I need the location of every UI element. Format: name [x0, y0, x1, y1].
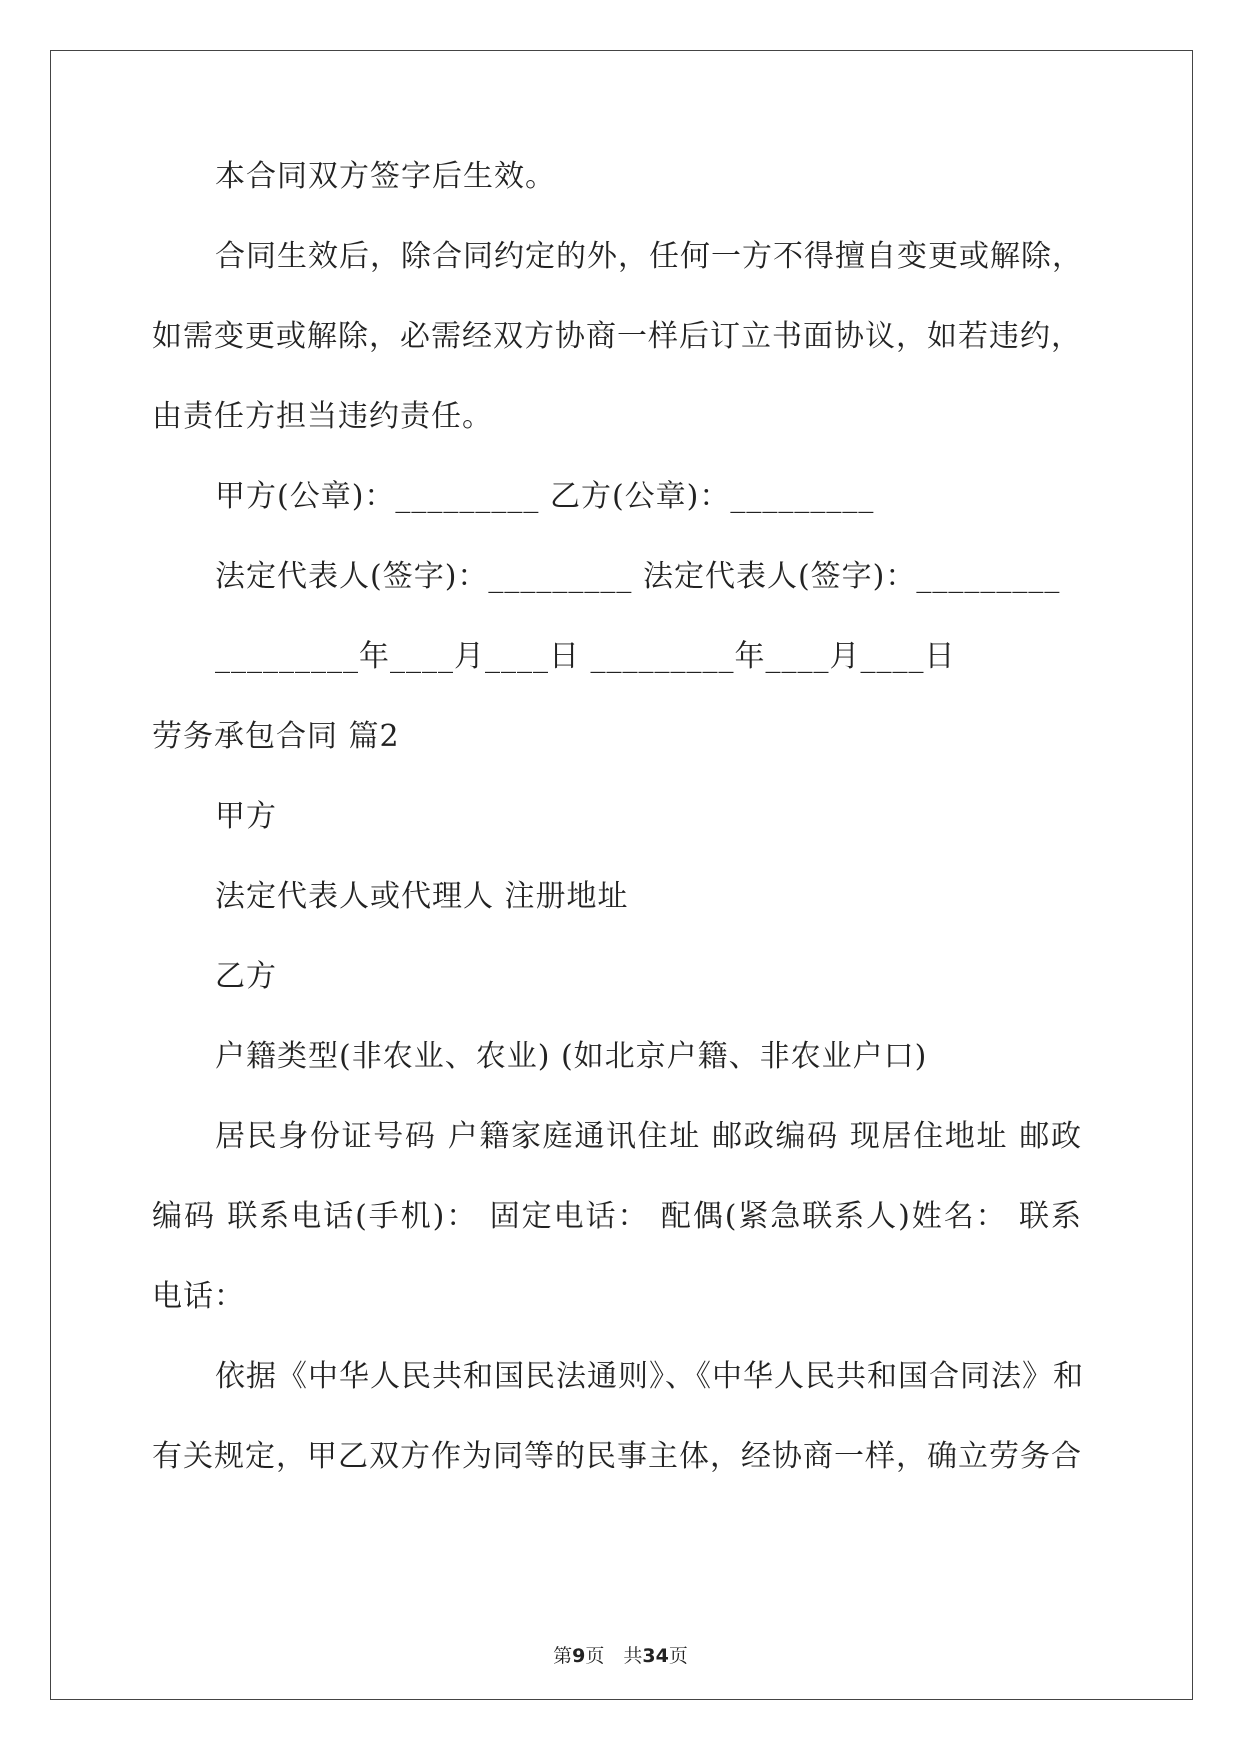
footer-total-pages: 34: [642, 1645, 669, 1667]
page-footer: [0, 1644, 1241, 1668]
paragraph-line: 乙方: [215, 959, 277, 994]
signature-line: 法定代表人(签字)：_________ 法定代表人(签字)：_________: [215, 559, 1061, 594]
paragraph-line: 如需变更或解除，必需经双方协商一样后订立书面协议，如若违约，: [152, 319, 1082, 354]
paragraph-line: 本合同双方签字后生效。: [215, 159, 556, 194]
section-heading: 劳务承包合同 篇2: [152, 719, 400, 754]
paragraph-line: 由责任方担当违约责任。: [152, 399, 493, 434]
paragraph-line: 依据《中华人民共和国民法通则》、《中华人民共和国合同法》和: [215, 1359, 1084, 1394]
paragraph-line: 户籍类型(非农业、农业) (如北京户籍、非农业户口): [215, 1039, 928, 1074]
footer-middle: 页 共: [585, 1645, 643, 1667]
signature-line: 甲方(公章)：_________ 乙方(公章)：_________: [215, 479, 875, 514]
paragraph-line: 合同生效后，除合同约定的外，任何一方不得擅自变更或解除，: [215, 239, 1083, 274]
footer-page-number: 9: [572, 1645, 586, 1667]
paragraph-line: 有关规定，甲乙双方作为同等的民事主体，经协商一样，确立劳务合: [152, 1439, 1082, 1474]
footer-prefix: 第: [553, 1645, 573, 1667]
footer-suffix: 页: [668, 1645, 688, 1667]
paragraph-line: 法定代表人或代理人 注册地址: [215, 879, 629, 914]
paragraph-line: 电话：: [152, 1279, 245, 1314]
paragraph-line: 编码 联系电话(手机)： 固定电话： 配偶(紧急联系人)姓名： 联系: [152, 1199, 1082, 1234]
date-line: _________年____月____日 _________年____月____日: [215, 639, 956, 674]
paragraph-line: 居民身份证号码 户籍家庭通讯住址 邮政编码 现居住地址 邮政: [215, 1119, 1082, 1154]
paragraph-line: 甲方: [215, 799, 277, 834]
